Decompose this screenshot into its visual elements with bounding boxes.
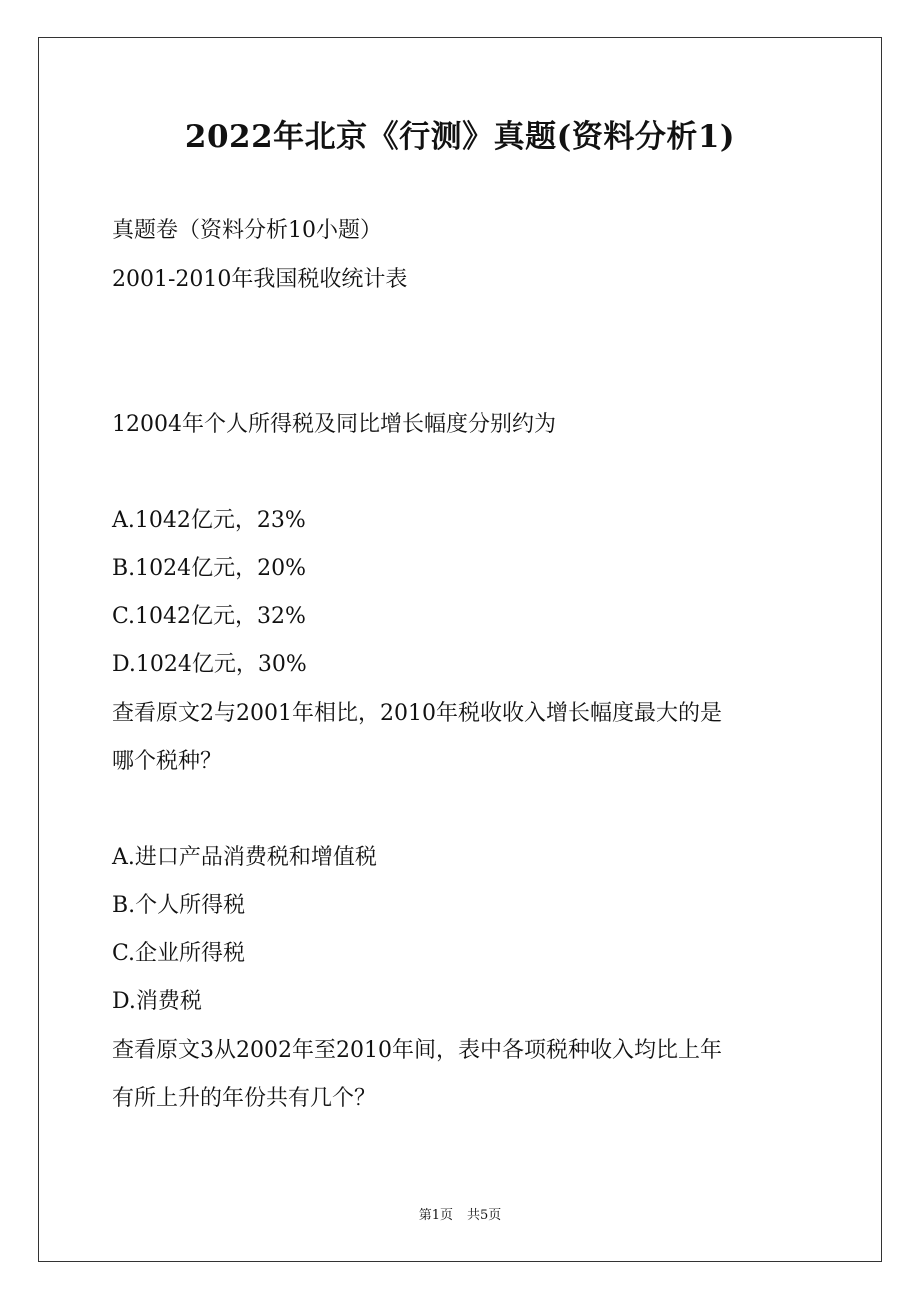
section-heading: 真题卷（资料分析10小题） [112,218,382,243]
question-1-option-a: A.1042亿元，23% [112,508,306,533]
question-1-stem: 12004年个人所得税及同比增长幅度分别约为 [112,412,556,437]
question-1-option-c: C.1042亿元，32% [112,604,306,629]
question-1-option-b: B.1024亿元，20% [112,556,307,581]
question-2-stem-line-2: 哪个税种？ [112,749,223,774]
question-2-option-b: B.个人所得税 [112,893,246,918]
question-1-option-d: D.1024亿元，30% [112,652,307,677]
question-2-option-c: C.企业所得税 [112,941,246,966]
question-2-option-a: A.进口产品消费税和增值税 [112,845,377,870]
question-3-stem-line-2: 有所上升的年份共有几个？ [112,1086,377,1111]
question-2-option-d: D.消费税 [112,989,202,1014]
page-total: 共5页 [467,1208,502,1223]
document-title: 2022年北京《行测》真题(资料分析1) [184,119,736,155]
page-number: 第1页 [418,1208,453,1223]
question-2-stem-line-1: 查看原文2与2001年相比，2010年税收收入增长幅度最大的是 [112,701,722,726]
question-3-stem-line-1: 查看原文3从2002年至2010年间，表中各项税种收入均比上年 [112,1038,722,1063]
table-caption: 2001-2010年我国税收统计表 [112,267,408,292]
page-footer [0,1206,920,1226]
